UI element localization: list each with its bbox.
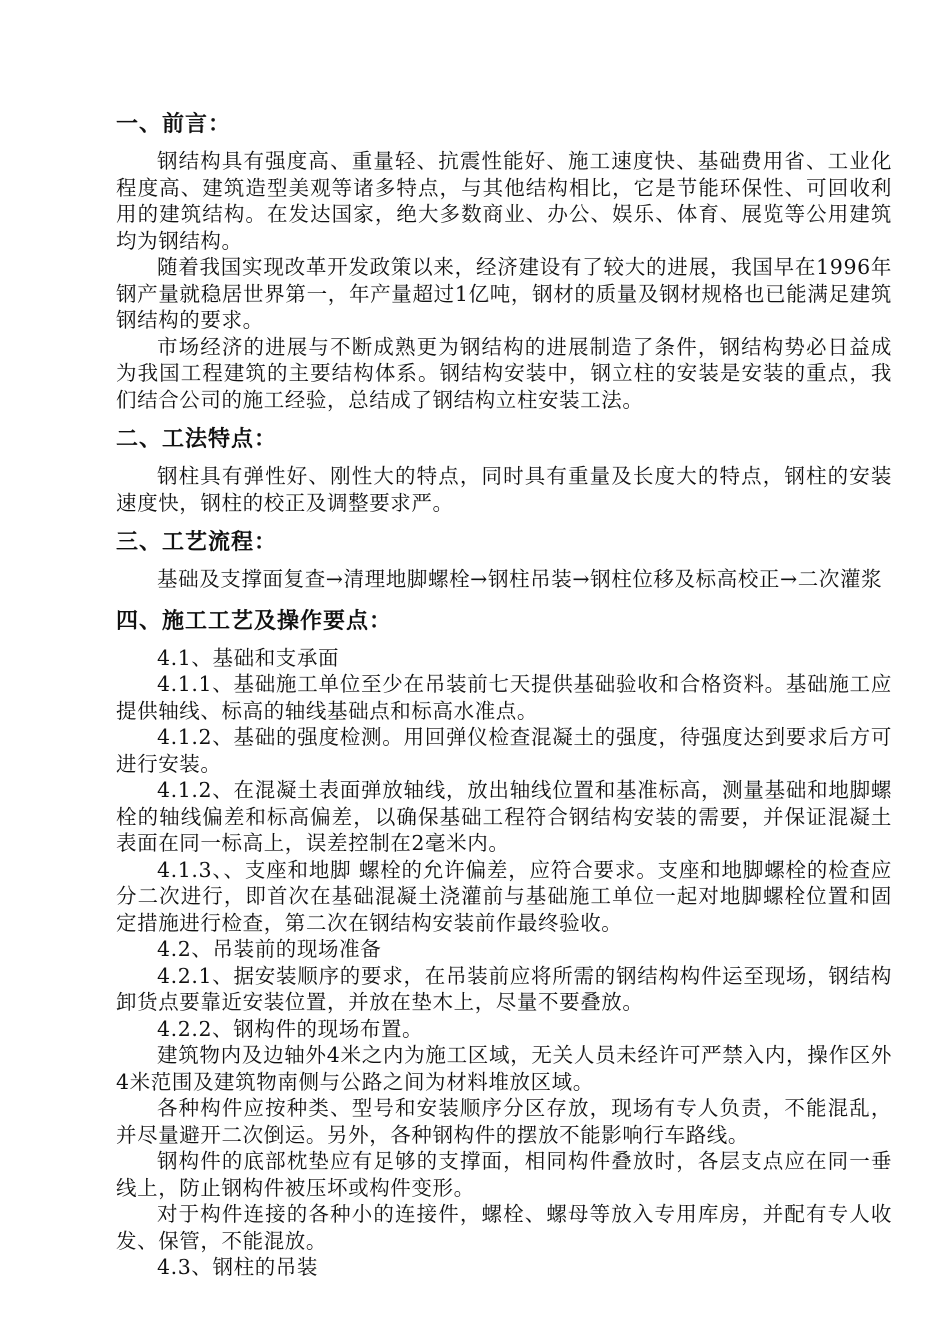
section-heading-preface: 一、前言：	[116, 112, 232, 137]
section-heading-construction-points: 四、施工工艺及操作要点：	[116, 608, 393, 634]
paragraph: 4.1.3、、支座和地脚 螺栓的允许偏差，应符合要求。支座和地脚螺栓的检查应分二次进行，即首次在基础混凝土浇灌前与基础施工单位一起对地脚螺栓位置和固定措施进行检查，第二次在钢结构安装前作最终验收。	[116, 857, 892, 935]
paragraph: 对于构件连接的各种小的连接件，螺栓、螺母等放入专用库房，并配有专人收发、保管，不能混放。	[116, 1202, 892, 1253]
paragraph: 4.1.2、在混凝土表面弹放轴线，放出轴线位置和基准标高，测量基础和地脚螺栓的轴线偏差和标高偏差，以确保基础工程符合钢结构安装的需要，并保证混凝土表面在同一标高上，误差控制在2毫米内。	[116, 778, 892, 855]
paragraph: 随着我国实现改革开发政策以来，经济建设有了较大的进展，我国早在1996年钢产量就稳居世界第一，年产量超过1亿吨，钢材的质量及钢材规格也已能满足建筑钢结构的要求。	[116, 255, 892, 332]
paragraph: 钢构件的底部枕垫应有足够的支撑面，相同构件叠放时，各层支点应在同一垂线上，防止钢构件被压坏或构件变形。	[116, 1149, 892, 1200]
paragraph: 4.2.1、据安装顺序的要求，在吊装前应将所需的钢结构构件运至现场，钢结构卸货点要靠近安装位置，并放在垫木上，尽量不要叠放。	[116, 963, 892, 1014]
paragraph: 市场经济的进展与不断成熟更为钢结构的进展制造了条件，钢结构势必日益成为我国工程建筑的主要结构体系。钢结构安装中，钢立柱的安装是安装的重点，我们结合公司的施工经验，总结成了钢结构立柱安装工法。	[116, 334, 892, 412]
section-heading-process-flow: 三、工艺流程：	[116, 530, 278, 555]
subsection-title: 4.1、基础和支承面	[157, 645, 340, 670]
paragraph: 4.1.2、基础的强度检测。用回弹仪检查混凝土的强度，待强度达到要求后方可进行安装。	[116, 725, 892, 776]
document-body	[116, 110, 892, 1281]
section-heading-features: 二、工法特点：	[116, 427, 278, 452]
process-flow-text: 基础及支撑面复查→清理地脚螺栓→钢柱吊装→钢柱位移及标高校正→二次灌浆	[157, 567, 883, 591]
paragraph: 钢结构具有强度高、重量轻、抗震性能好、施工速度快、基础费用省、工业化程度高、建筑造型美观等诸多特点，与其他结构相比，它是节能环保性、可回收利用的建筑结构。在发达国家，绝大多数商业、办公、娱乐、体育、展览等公用建筑均为钢结构。	[116, 149, 892, 253]
paragraph: 钢柱具有弹性好、刚性大的特点，同时具有重量及长度大的特点，钢柱的安装速度快，钢柱的校正及调整要求严。	[116, 464, 892, 515]
subsection-title: 4.2、吊装前的现场准备	[157, 937, 382, 961]
paragraph: 4.2.2、钢构件的现场布置。	[157, 1016, 424, 1041]
paragraph: 各种构件应按种类、型号和安装顺序分区存放，现场有专人负责，不能混乱，并尽量避开二次倒运。另外，各种钢构件的摆放不能影响行车路线。	[116, 1096, 892, 1147]
paragraph: 4.1.1、基础施工单位至少在吊装前七天提供基础验收和合格资料。基础施工应提供轴线、标高的轴线基础点和标高水准点。	[116, 672, 892, 723]
subsection-title: 4.3、钢柱的吊装	[157, 1255, 319, 1279]
paragraph: 建筑物内及边轴外4米之内为施工区域，无关人员未经许可严禁入内，操作区外4米范围及建筑物南侧与公路之间为材料堆放区域。	[116, 1043, 892, 1094]
